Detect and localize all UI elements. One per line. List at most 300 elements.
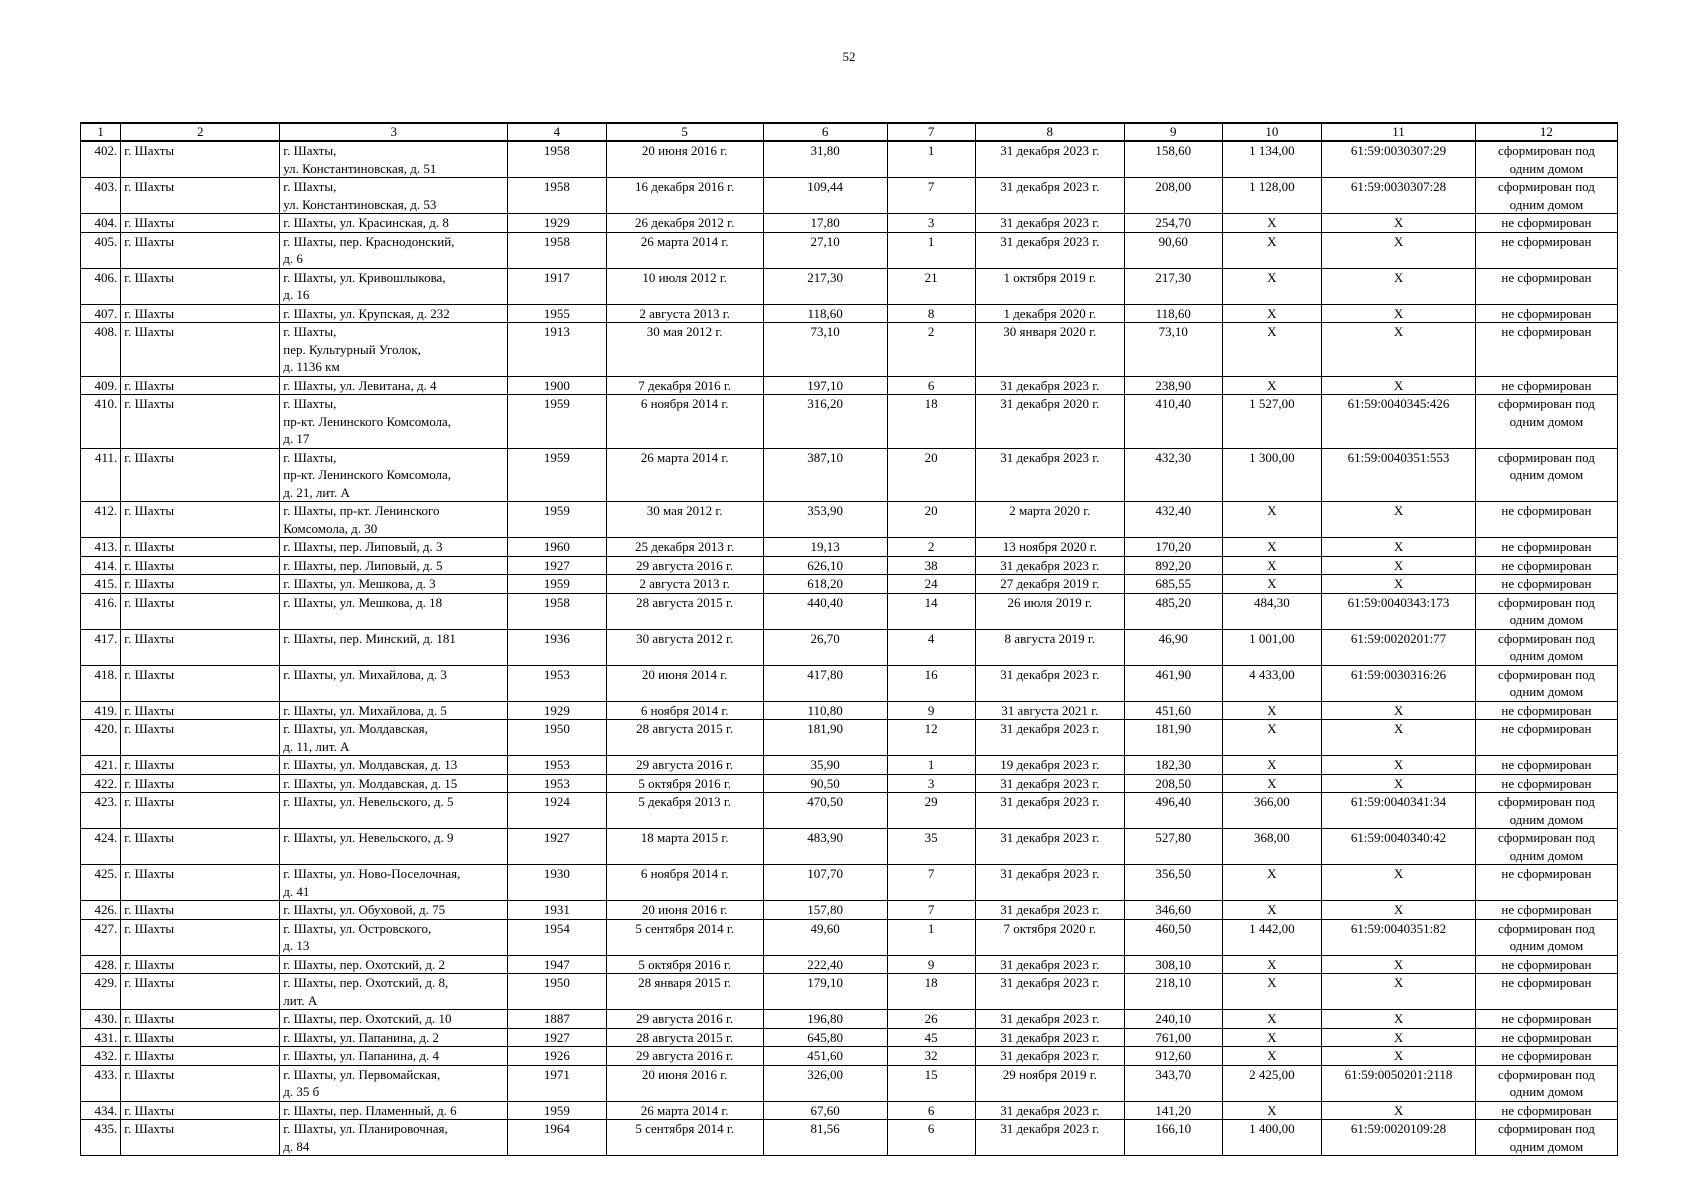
cell-text: 25 декабря 2013 г. — [635, 539, 735, 554]
cell-cadastral-number — [1322, 502, 1476, 538]
cell-text: Х — [1393, 1048, 1404, 1063]
cell-land-area — [1222, 538, 1322, 557]
cell-text: 1 128,00 — [1249, 179, 1295, 194]
cell-text: 407. — [94, 305, 118, 321]
cell-row-number — [81, 974, 121, 1010]
cell-text: 427. — [94, 920, 118, 936]
cell-text: 645,80 — [807, 1029, 843, 1045]
cell-text: 1926 — [543, 1048, 570, 1063]
cell-address — [280, 395, 508, 449]
cell-text: 418. — [94, 666, 118, 682]
cell-text: г. Шахты — [124, 702, 175, 718]
cell-text: 912,60 — [1155, 1048, 1192, 1063]
header-cell: 10 — [1222, 123, 1322, 141]
cell-address — [280, 538, 508, 557]
cell-land-area — [1222, 323, 1322, 377]
cell-land-status — [1475, 178, 1617, 214]
cell-row-number — [81, 793, 121, 829]
cell-text: г. Шахты — [124, 396, 175, 411]
cell-city — [121, 395, 280, 449]
cell-text: г. Шахты — [124, 377, 175, 393]
cell-text: 422. — [94, 775, 118, 791]
cell-text: г. Шахты, ул. Невельского, д. 9 — [283, 830, 454, 845]
cell-text: 217,30 — [1155, 269, 1192, 285]
cell-total-area — [1125, 1028, 1223, 1047]
cell-residents-count — [887, 178, 975, 214]
cell-text: 20 июня 2016 г. — [641, 1066, 728, 1082]
cell-recognition-date — [606, 1028, 763, 1047]
housing-registry-table — [80, 122, 1618, 1156]
cell-land-status — [1475, 829, 1617, 865]
cell-year-built — [508, 214, 607, 233]
cell-year-built — [508, 974, 607, 1010]
cell-text: 158,60 — [1155, 143, 1192, 158]
cell-text: 1953 — [543, 757, 570, 772]
cell-land-status — [1475, 593, 1617, 629]
cell-resettlement-deadline — [975, 502, 1124, 538]
cell-land-status — [1475, 214, 1617, 233]
cell-total-area — [1125, 865, 1223, 901]
cell-text: 1950 — [543, 721, 570, 736]
cell-city — [121, 593, 280, 629]
cell-text: Х — [1393, 702, 1404, 718]
cell-address — [280, 593, 508, 629]
table-row — [81, 919, 1618, 955]
cell-text: 417,80 — [807, 666, 843, 682]
cell-text: 5 сентября 2014 г. — [635, 920, 734, 936]
table-row — [81, 268, 1618, 304]
cell-text: 26 марта 2014 г. — [640, 1102, 729, 1118]
cell-text: г. Шахты, ул. Михайлова, д. 5 — [283, 702, 447, 718]
cell-text: 417. — [94, 630, 118, 646]
cell-text: 222,40 — [807, 956, 843, 972]
cell-land-status — [1475, 575, 1617, 594]
cell-text: Х — [1393, 866, 1404, 881]
cell-land-area — [1222, 793, 1322, 829]
cell-resettlement-deadline — [975, 323, 1124, 377]
cell-text: Х — [1267, 377, 1277, 393]
cell-resettlement-deadline — [975, 395, 1124, 449]
cell-text: 1 октября 2019 г. — [1003, 269, 1097, 285]
cell-area — [763, 1047, 887, 1066]
cell-text: 45 — [924, 1029, 938, 1045]
cell-land-status — [1475, 376, 1617, 395]
table-row — [81, 701, 1618, 720]
cell-land-status — [1475, 756, 1617, 775]
cell-total-area — [1125, 629, 1223, 665]
cell-residents-count — [887, 629, 975, 665]
cell-recognition-date — [606, 774, 763, 793]
cell-text: 470,50 — [807, 794, 843, 809]
cell-text: 31 декабря 2023 г. — [1000, 902, 1100, 917]
cell-text: Х — [1267, 324, 1277, 339]
cell-text: 424. — [94, 830, 118, 845]
cell-text: 26 — [924, 1011, 938, 1026]
cell-recognition-date — [606, 304, 763, 323]
cell-text: не сформирован — [1501, 1048, 1592, 1063]
cell-text: 413. — [94, 539, 118, 554]
cell-text: 31 декабря 2023 г. — [1000, 1048, 1100, 1063]
cell-land-status — [1475, 720, 1617, 756]
cell-land-area — [1222, 901, 1322, 920]
cell-text: г. Шахты — [124, 215, 175, 230]
cell-cadastral-number — [1322, 556, 1476, 575]
cell-area — [763, 774, 887, 793]
cell-text: не сформирован — [1501, 377, 1592, 393]
cell-area — [763, 232, 887, 268]
cell-address — [280, 1047, 508, 1066]
cell-text: Х — [1267, 503, 1277, 518]
cell-land-status — [1475, 1010, 1617, 1029]
header-cell: 6 — [763, 123, 887, 141]
cell-year-built — [508, 538, 607, 557]
cell-city — [121, 538, 280, 557]
cell-text: 1953 — [543, 775, 570, 791]
cell-text: 461,90 — [1155, 666, 1192, 682]
cell-text: г. Шахты, ул. Константиновская, д. 53 — [283, 179, 437, 212]
cell-text: 20 июня 2016 г. — [641, 902, 728, 917]
cell-text: 21 — [924, 269, 938, 285]
cell-resettlement-deadline — [975, 214, 1124, 233]
cell-year-built — [508, 629, 607, 665]
cell-text: не сформирован — [1501, 975, 1592, 990]
cell-row-number — [81, 720, 121, 756]
cell-cadastral-number — [1322, 1047, 1476, 1066]
cell-cadastral-number — [1322, 774, 1476, 793]
cell-text: сформирован под одним домом — [1497, 794, 1595, 827]
cell-city — [121, 1047, 280, 1066]
cell-address — [280, 665, 508, 701]
cell-text: 2 425,00 — [1249, 1066, 1295, 1082]
cell-recognition-date — [606, 955, 763, 974]
cell-text: г. Шахты — [124, 956, 175, 972]
cell-cadastral-number — [1322, 178, 1476, 214]
table-row — [81, 793, 1618, 829]
cell-resettlement-deadline — [975, 1028, 1124, 1047]
cell-text: не сформирован — [1501, 576, 1592, 591]
cell-total-area — [1125, 974, 1223, 1010]
cell-text: г. Шахты, пр-кт. Ленинского Комсомола, д. 30 — [283, 503, 440, 536]
cell-text: 7 — [927, 179, 935, 194]
cell-text: Х — [1393, 503, 1404, 518]
cell-text: сформирован под одним домом — [1497, 594, 1595, 627]
cell-text: 1964 — [543, 1121, 570, 1136]
cell-land-area — [1222, 774, 1322, 793]
cell-recognition-date — [606, 1047, 763, 1066]
cell-city — [121, 141, 280, 178]
cell-text: г. Шахты, ул. Красинская, д. 8 — [283, 215, 449, 230]
cell-text: 5 сентября 2014 г. — [635, 1121, 734, 1136]
cell-row-number — [81, 774, 121, 793]
cell-residents-count — [887, 395, 975, 449]
cell-recognition-date — [606, 1010, 763, 1029]
cell-text: 141,20 — [1155, 1102, 1192, 1118]
cell-text: 61:59:0030316:26 — [1350, 666, 1447, 682]
cell-text: 428. — [94, 956, 118, 972]
cell-land-area — [1222, 1047, 1322, 1066]
cell-area — [763, 1028, 887, 1047]
cell-row-number — [81, 1028, 121, 1047]
cell-text: Х — [1267, 1029, 1277, 1045]
cell-residents-count — [887, 1028, 975, 1047]
cell-text: г. Шахты — [124, 1102, 175, 1118]
cell-residents-count — [887, 376, 975, 395]
cell-text: 61:59:0040343:173 — [1347, 594, 1450, 610]
cell-city — [121, 1028, 280, 1047]
cell-cadastral-number — [1322, 701, 1476, 720]
cell-land-area — [1222, 974, 1322, 1010]
cell-text: 26 декабря 2012 г. — [635, 215, 735, 230]
cell-text: 426. — [94, 902, 118, 917]
cell-cadastral-number — [1322, 665, 1476, 701]
cell-text: 18 — [924, 396, 938, 411]
cell-resettlement-deadline — [975, 1010, 1124, 1029]
cell-city — [121, 448, 280, 502]
cell-year-built — [508, 774, 607, 793]
cell-text: 1887 — [543, 1011, 570, 1026]
cell-row-number — [81, 575, 121, 594]
cell-year-built — [508, 865, 607, 901]
cell-city — [121, 629, 280, 665]
cell-text: Х — [1393, 1029, 1404, 1045]
cell-recognition-date — [606, 323, 763, 377]
cell-text: 197,10 — [807, 377, 843, 393]
cell-text: 240,10 — [1155, 1011, 1192, 1026]
cell-text: г. Шахты — [124, 775, 175, 791]
cell-recognition-date — [606, 1101, 763, 1120]
cell-residents-count — [887, 919, 975, 955]
cell-text: г. Шахты, ул. Планировочная, д. 84 — [283, 1121, 448, 1154]
cell-address — [280, 701, 508, 720]
cell-year-built — [508, 556, 607, 575]
cell-text: 410,40 — [1155, 396, 1192, 411]
cell-resettlement-deadline — [975, 1120, 1124, 1156]
cell-residents-count — [887, 323, 975, 377]
cell-land-area — [1222, 665, 1322, 701]
cell-text: 412. — [94, 503, 118, 518]
cell-area — [763, 793, 887, 829]
cell-address — [280, 214, 508, 233]
cell-city — [121, 829, 280, 865]
cell-land-status — [1475, 629, 1617, 665]
cell-text: Х — [1393, 539, 1404, 554]
cell-text: 5 октября 2016 г. — [638, 956, 731, 972]
cell-text: 31 декабря 2023 г. — [1000, 215, 1100, 230]
cell-text: 7 — [927, 902, 935, 917]
cell-text: 1 — [927, 233, 935, 249]
table-row — [81, 1047, 1618, 1066]
cell-year-built — [508, 756, 607, 775]
cell-cadastral-number — [1322, 448, 1476, 502]
cell-text: 429. — [94, 975, 118, 990]
cell-address — [280, 232, 508, 268]
cell-total-area — [1125, 1010, 1223, 1029]
cell-text: не сформирован — [1501, 775, 1592, 791]
cell-area — [763, 502, 887, 538]
cell-land-area — [1222, 629, 1322, 665]
cell-text: 6 ноября 2014 г. — [640, 396, 729, 411]
cell-text: 73,10 — [810, 324, 840, 339]
cell-text: 67,60 — [810, 1102, 840, 1118]
cell-address — [280, 974, 508, 1010]
cell-city — [121, 901, 280, 920]
cell-text: 1 300,00 — [1249, 449, 1295, 465]
cell-text: 1947 — [543, 956, 570, 972]
cell-residents-count — [887, 232, 975, 268]
cell-text: 685,55 — [1155, 576, 1192, 591]
cell-text: 405. — [94, 233, 118, 249]
cell-text: 6 — [927, 1121, 935, 1136]
cell-residents-count — [887, 575, 975, 594]
cell-text: г. Шахты — [124, 666, 175, 682]
cell-year-built — [508, 955, 607, 974]
cell-recognition-date — [606, 665, 763, 701]
cell-recognition-date — [606, 141, 763, 178]
cell-text: 61:59:0040345:426 — [1347, 396, 1450, 411]
cell-row-number — [81, 1065, 121, 1101]
cell-text: 19,13 — [810, 539, 840, 554]
cell-text: 1959 — [543, 503, 570, 518]
cell-city — [121, 502, 280, 538]
cell-text: 27,10 — [810, 233, 840, 249]
cell-text: 368,00 — [1253, 830, 1290, 845]
cell-text: 181,90 — [807, 721, 843, 736]
cell-recognition-date — [606, 556, 763, 575]
cell-cadastral-number — [1322, 575, 1476, 594]
cell-year-built — [508, 593, 607, 629]
cell-row-number — [81, 955, 121, 974]
cell-text: г. Шахты, ул. Папанина, д. 4 — [283, 1048, 439, 1063]
table-row — [81, 304, 1618, 323]
table-row — [81, 178, 1618, 214]
cell-row-number — [81, 1101, 121, 1120]
cell-row-number — [81, 141, 121, 178]
cell-land-area — [1222, 1010, 1322, 1029]
cell-text: г. Шахты, ул. Крупская, д. 232 — [283, 305, 450, 321]
cell-text: 31 декабря 2023 г. — [1000, 1029, 1100, 1045]
table-row — [81, 665, 1618, 701]
cell-city — [121, 793, 280, 829]
cell-total-area — [1125, 1120, 1223, 1156]
cell-text: Х — [1267, 1102, 1277, 1118]
cell-text: не сформирован — [1501, 215, 1592, 230]
cell-land-status — [1475, 323, 1617, 377]
cell-text: 460,50 — [1155, 920, 1192, 936]
cell-text: 61:59:0030307:29 — [1350, 143, 1447, 158]
cell-text: 31 декабря 2023 г. — [1000, 866, 1100, 881]
cell-text: 31 декабря 2023 г. — [1000, 666, 1100, 682]
cell-residents-count — [887, 268, 975, 304]
cell-row-number — [81, 629, 121, 665]
cell-cadastral-number — [1322, 974, 1476, 1010]
cell-text: 31,80 — [810, 143, 840, 158]
cell-address — [280, 141, 508, 178]
cell-text: 408. — [94, 324, 118, 339]
cell-cadastral-number — [1322, 593, 1476, 629]
cell-year-built — [508, 448, 607, 502]
cell-text: не сформирован — [1501, 866, 1592, 881]
cell-row-number — [81, 323, 121, 377]
cell-text: Х — [1393, 377, 1404, 393]
cell-text: 421. — [94, 757, 118, 772]
cell-year-built — [508, 919, 607, 955]
cell-text: 18 — [924, 975, 938, 990]
cell-text: 29 августа 2016 г. — [636, 1048, 734, 1063]
cell-area — [763, 1101, 887, 1120]
cell-area — [763, 720, 887, 756]
cell-residents-count — [887, 756, 975, 775]
cell-row-number — [81, 756, 121, 775]
cell-text: 1936 — [543, 630, 570, 646]
cell-residents-count — [887, 865, 975, 901]
cell-text: г. Шахты, ул. Обуховой, д. 75 — [283, 902, 446, 917]
cell-text: 32 — [924, 1048, 938, 1063]
cell-total-area — [1125, 141, 1223, 178]
cell-cadastral-number — [1322, 865, 1476, 901]
cell-resettlement-deadline — [975, 593, 1124, 629]
cell-year-built — [508, 376, 607, 395]
cell-text: 6 — [927, 377, 935, 393]
cell-text: 14 — [924, 594, 938, 610]
cell-text: 1953 — [543, 666, 570, 682]
cell-text: 35,90 — [810, 757, 840, 772]
cell-text: Х — [1267, 866, 1277, 881]
cell-area — [763, 865, 887, 901]
cell-land-area — [1222, 376, 1322, 395]
cell-text: 157,80 — [807, 902, 843, 917]
cell-text: Х — [1393, 721, 1404, 736]
cell-text: 118,60 — [807, 305, 843, 321]
cell-text: 425. — [94, 866, 118, 881]
cell-text: 90,60 — [1158, 233, 1188, 249]
cell-recognition-date — [606, 974, 763, 1010]
cell-text: 1960 — [543, 539, 570, 554]
cell-text: 218,10 — [1155, 975, 1192, 990]
cell-total-area — [1125, 323, 1223, 377]
cell-text: 61:59:0040340:42 — [1350, 830, 1447, 845]
cell-cadastral-number — [1322, 1028, 1476, 1047]
cell-row-number — [81, 268, 121, 304]
cell-land-area — [1222, 575, 1322, 594]
cell-text: 2 августа 2013 г. — [639, 305, 730, 321]
cell-cadastral-number — [1322, 304, 1476, 323]
cell-address — [280, 1010, 508, 1029]
cell-text: 24 — [924, 576, 938, 591]
cell-city — [121, 304, 280, 323]
cell-text: 3 — [927, 775, 935, 791]
cell-address — [280, 556, 508, 575]
cell-land-status — [1475, 304, 1617, 323]
cell-resettlement-deadline — [975, 774, 1124, 793]
cell-total-area — [1125, 720, 1223, 756]
cell-text: 434. — [94, 1102, 118, 1118]
cell-total-area — [1125, 701, 1223, 720]
cell-text: не сформирован — [1501, 721, 1592, 736]
cell-total-area — [1125, 538, 1223, 557]
cell-land-area — [1222, 829, 1322, 865]
cell-recognition-date — [606, 829, 763, 865]
cell-resettlement-deadline — [975, 919, 1124, 955]
cell-text: г. Шахты, пер. Минский, д. 181 — [283, 630, 456, 646]
cell-year-built — [508, 1065, 607, 1101]
header-cell: 8 — [975, 123, 1124, 141]
cell-text: 28 августа 2015 г. — [636, 594, 734, 610]
cell-recognition-date — [606, 701, 763, 720]
cell-area — [763, 665, 887, 701]
cell-text: 366,00 — [1253, 794, 1290, 809]
cell-text: 432,30 — [1155, 449, 1192, 465]
cell-land-area — [1222, 1101, 1322, 1120]
